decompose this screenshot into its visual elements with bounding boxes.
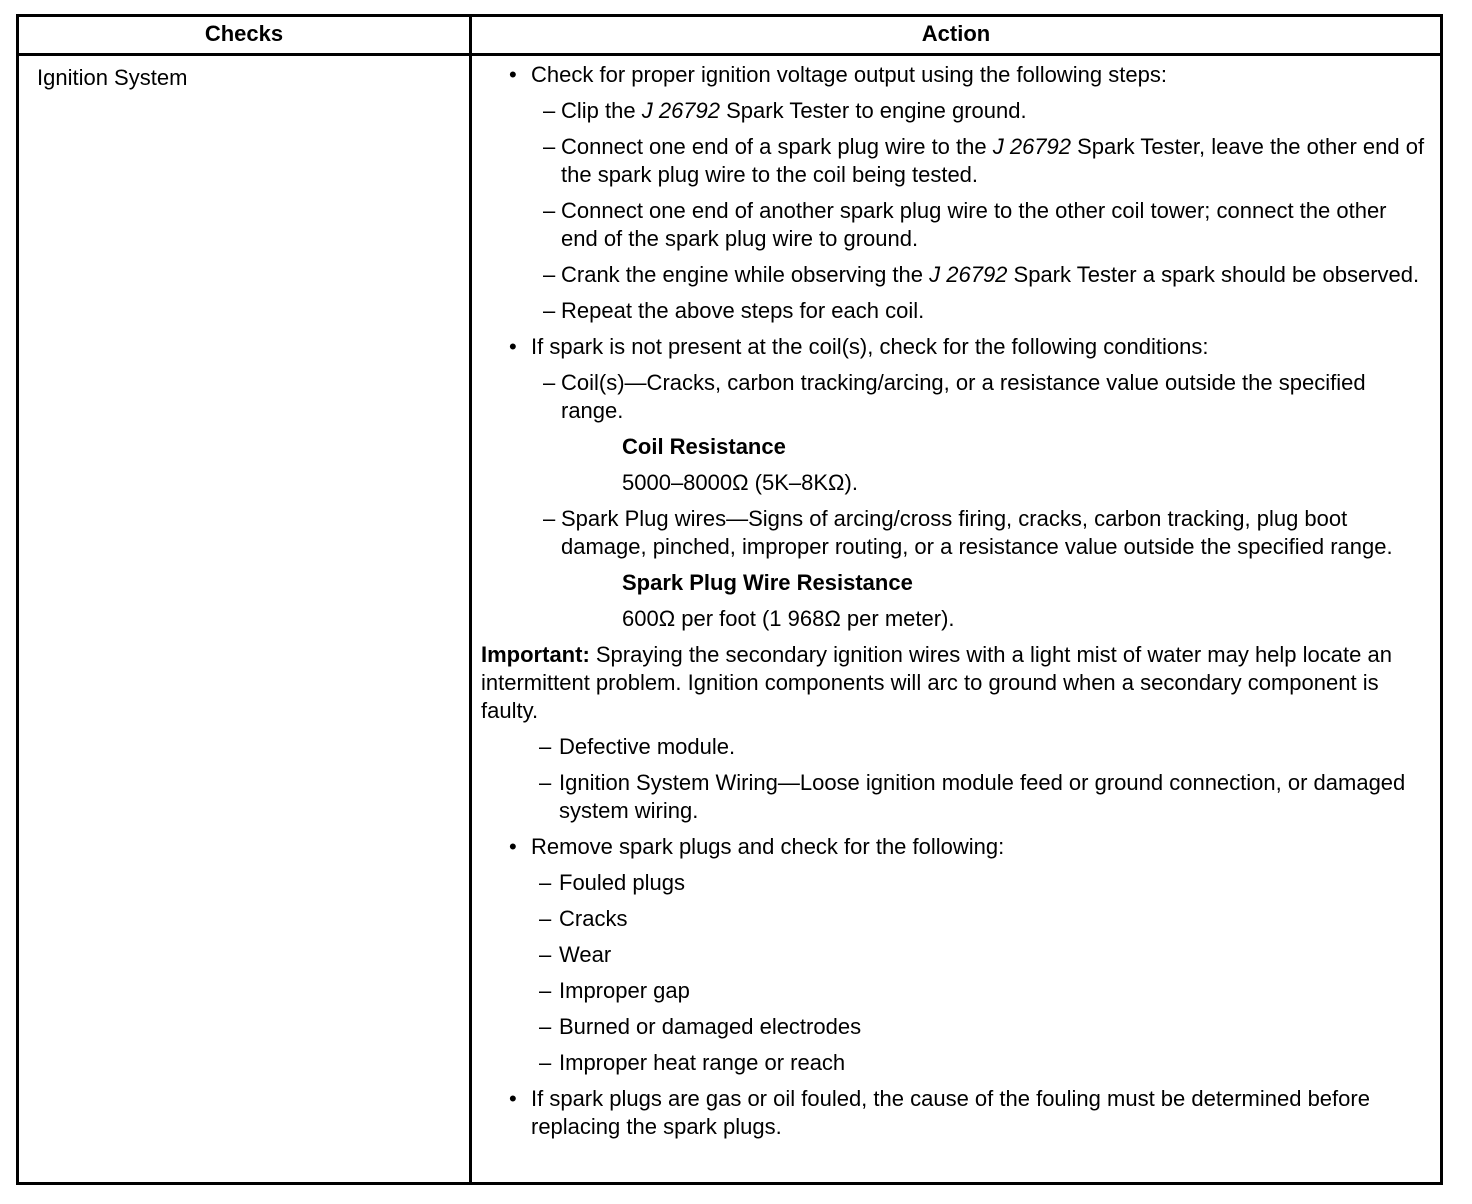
step-item: – Connect one end of a spark plug wire to the J 26792 Spark Tester, leave the other end of the spark plug wire to the coil being tested. bbox=[543, 134, 1425, 187]
step-item: – Crank the engine while observing the J 26792 Spark Tester a spark should be observed. bbox=[543, 262, 1420, 287]
bullet-icon: • bbox=[509, 62, 517, 87]
bullet-remove-plugs: • Remove spark plugs and check for the following: bbox=[509, 834, 1005, 859]
coil-resistance-title: Coil Resistance bbox=[622, 434, 786, 459]
check-ignition-system: Ignition System bbox=[37, 65, 188, 90]
dash-icon: – bbox=[543, 262, 556, 287]
dash-icon: – bbox=[539, 978, 552, 1003]
column-divider bbox=[469, 17, 472, 1182]
important-note: Important: Spraying the secondary ignition wires with a light mist of water may help locate an intermittent problem. Ignition components will arc to ground when a secondary component is faulty. bbox=[481, 642, 1392, 723]
bullet-no-spark: • If spark is not present at the coil(s), check for the following conditions: bbox=[509, 334, 1209, 359]
condition-coil: – Coil(s)—Cracks, carbon tracking/arcing, or a resistance value outside the specified range. bbox=[543, 370, 1366, 423]
header-checks: Checks bbox=[204, 21, 284, 46]
dash-icon: – bbox=[543, 506, 556, 531]
wire-resistance-title: Spark Plug Wire Resistance bbox=[622, 570, 913, 595]
dash-icon: – bbox=[539, 1050, 552, 1075]
bullet-voltage-check: • Check for proper ignition voltage output using the following steps: bbox=[509, 62, 1167, 87]
step-item: – Clip the J 26792 Spark Tester to engine ground. bbox=[543, 98, 1027, 123]
condition-wires: – Spark Plug wires—Signs of arcing/cross firing, cracks, carbon tracking, plug boot damage, pinched, improper routing, or a resistance value outside the specified range. bbox=[543, 506, 1393, 559]
table-header bbox=[19, 17, 1440, 56]
dash-icon: – bbox=[539, 906, 552, 931]
dash-icon: – bbox=[539, 734, 552, 759]
dash-icon: – bbox=[543, 370, 556, 395]
dash-icon: – bbox=[543, 298, 556, 323]
dash-icon: – bbox=[539, 1014, 552, 1039]
bullet-icon: • bbox=[509, 834, 517, 859]
dash-icon: – bbox=[543, 198, 556, 223]
dash-icon: – bbox=[539, 942, 552, 967]
plug-check-item: – Wear bbox=[539, 942, 612, 967]
dash-icon: – bbox=[539, 770, 552, 795]
plug-check-item: – Improper gap bbox=[539, 978, 690, 1003]
step-item: – Repeat the above steps for each coil. bbox=[543, 298, 925, 323]
coil-resistance-value: 5000–8000Ω (5K–8KΩ). bbox=[622, 470, 858, 495]
step-item: – Connect one end of another spark plug wire to the other coil tower; connect the other end of the spark plug wire to ground. bbox=[543, 198, 1387, 251]
dash-icon: – bbox=[543, 134, 556, 159]
bullet-icon: • bbox=[509, 1086, 517, 1111]
bullet-fouled-plugs: • If spark plugs are gas or oil fouled, the cause of the fouling must be determined before replacing the spark plugs. bbox=[509, 1086, 1370, 1139]
plug-check-item: – Burned or damaged electrodes bbox=[539, 1014, 862, 1039]
plug-check-item: – Improper heat range or reach bbox=[539, 1050, 846, 1075]
condition-item: – Ignition System Wiring—Loose ignition module feed or ground connection, or damaged system wiring. bbox=[539, 770, 1406, 823]
plug-check-item: – Cracks bbox=[539, 906, 628, 931]
action-cell bbox=[479, 61, 1426, 1149]
dash-icon: – bbox=[543, 98, 556, 123]
header-action: Action bbox=[921, 21, 991, 46]
bullet-icon: • bbox=[509, 334, 517, 359]
dash-icon: – bbox=[539, 870, 552, 895]
ignition-checks-table bbox=[16, 14, 1443, 1185]
plug-check-item: – Fouled plugs bbox=[539, 870, 685, 895]
condition-item: – Defective module. bbox=[539, 734, 736, 759]
wire-resistance-value: 600Ω per foot (1 968Ω per meter). bbox=[622, 606, 955, 631]
